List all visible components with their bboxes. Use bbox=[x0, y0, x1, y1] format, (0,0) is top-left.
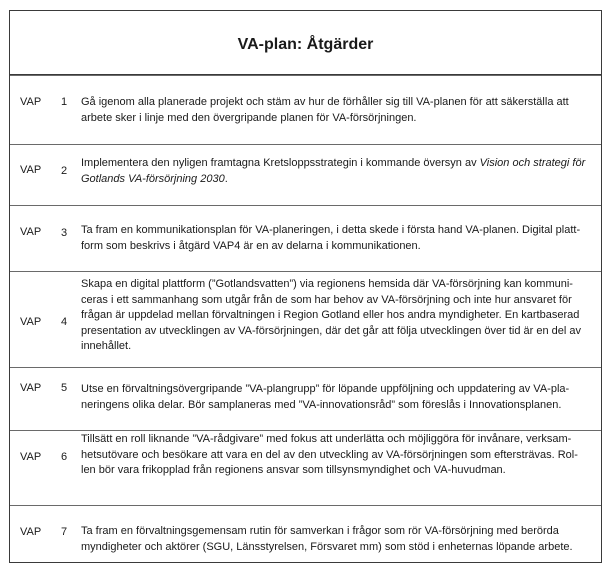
action-number: 7 bbox=[61, 526, 68, 538]
action-description: Tillsätt en roll liknande ”VA-rådgivare” med fokus att underlätta och möjliggöra för invånare, verksam-hetsutövare och besökare att vara en del av den utveckling av VA-försörjningen som eftersträvas. Rol-len bör vara frikopplad från regionens ansvar som tillsynsmyndighet och VA-huvudman. bbox=[81, 433, 578, 476]
action-description: Utse en förvaltningsövergripande ”VA-plangrupp” för löpande uppföljning och uppdatering av VA-pla-neringens olika delar. Bör samplaneras med ”VA-innovationsråd” som föreslås i Innovationsplanen. bbox=[81, 383, 570, 411]
table-row bbox=[10, 75, 601, 144]
table-row bbox=[10, 367, 601, 430]
table-row bbox=[10, 430, 601, 505]
action-description bbox=[81, 156, 589, 187]
action-description: Ta fram en kommunikationsplan för VA-planeringen, i detta skede i första hand VA-planen. Digital platt-form som beskrivs i åtgärd VAP4 är en av delarna i kommunikationen. bbox=[81, 224, 581, 252]
action-description-suffix: . bbox=[224, 172, 228, 185]
action-code: VAP bbox=[20, 316, 42, 328]
action-number: 3 bbox=[61, 227, 68, 239]
table-row bbox=[10, 505, 601, 563]
action-description: Ta fram en förvaltningsgemensam rutin för samverkan i frågor som rör VA-försörjning med berörda myndigheter och aktörer (SGU, Länsstyrelsen, Försvaret mm) som stöd i enheternas löpande arbete. bbox=[81, 525, 573, 553]
table-title: VA-plan: Åtgärder bbox=[237, 35, 374, 53]
table-title-row bbox=[10, 11, 601, 75]
table-row bbox=[10, 205, 601, 271]
action-code: VAP bbox=[20, 164, 42, 176]
action-table bbox=[9, 10, 602, 563]
action-description: Gå igenom alla planerade projekt och stäm av hur de förhåller sig till VA-planen för att säkerställa att arbete sker i linje med den övergripande planen för VA-försörjningen. bbox=[81, 96, 569, 124]
action-number: 4 bbox=[61, 316, 68, 328]
action-description: Skapa en digital plattform (”Gotlandsvatten”) via regionens hemsida där VA-försörjning kan kommuni-ceras i ett sammanhang som utgår från de som har behov av VA-försörjning och inte hur ansvaret för frågan är uppdelad mellan förvaltningen i Region Gotland eller hos andra myndigheter. En kartbaserad presentation av utvecklingen av VA-försörjningen, där det går att följa utvecklingen över tid är en del av innehållet. bbox=[81, 278, 581, 352]
action-number: 1 bbox=[61, 96, 68, 108]
table-row bbox=[10, 271, 601, 367]
action-code: VAP bbox=[20, 96, 42, 108]
action-code: VAP bbox=[20, 226, 42, 238]
action-code: VAP bbox=[20, 382, 42, 394]
action-number: 5 bbox=[61, 382, 68, 394]
action-number: 6 bbox=[61, 451, 68, 463]
table-row bbox=[10, 144, 601, 205]
action-code: VAP bbox=[20, 451, 42, 463]
action-description-text: Implementera den nyligen framtagna Kretsloppsstrategin i kommande översyn av bbox=[81, 157, 480, 169]
action-code: VAP bbox=[20, 526, 42, 538]
action-number: 2 bbox=[61, 165, 68, 177]
document-reference: Vision och strategi för Gotlands VA-försörjning 2030 bbox=[81, 157, 586, 185]
